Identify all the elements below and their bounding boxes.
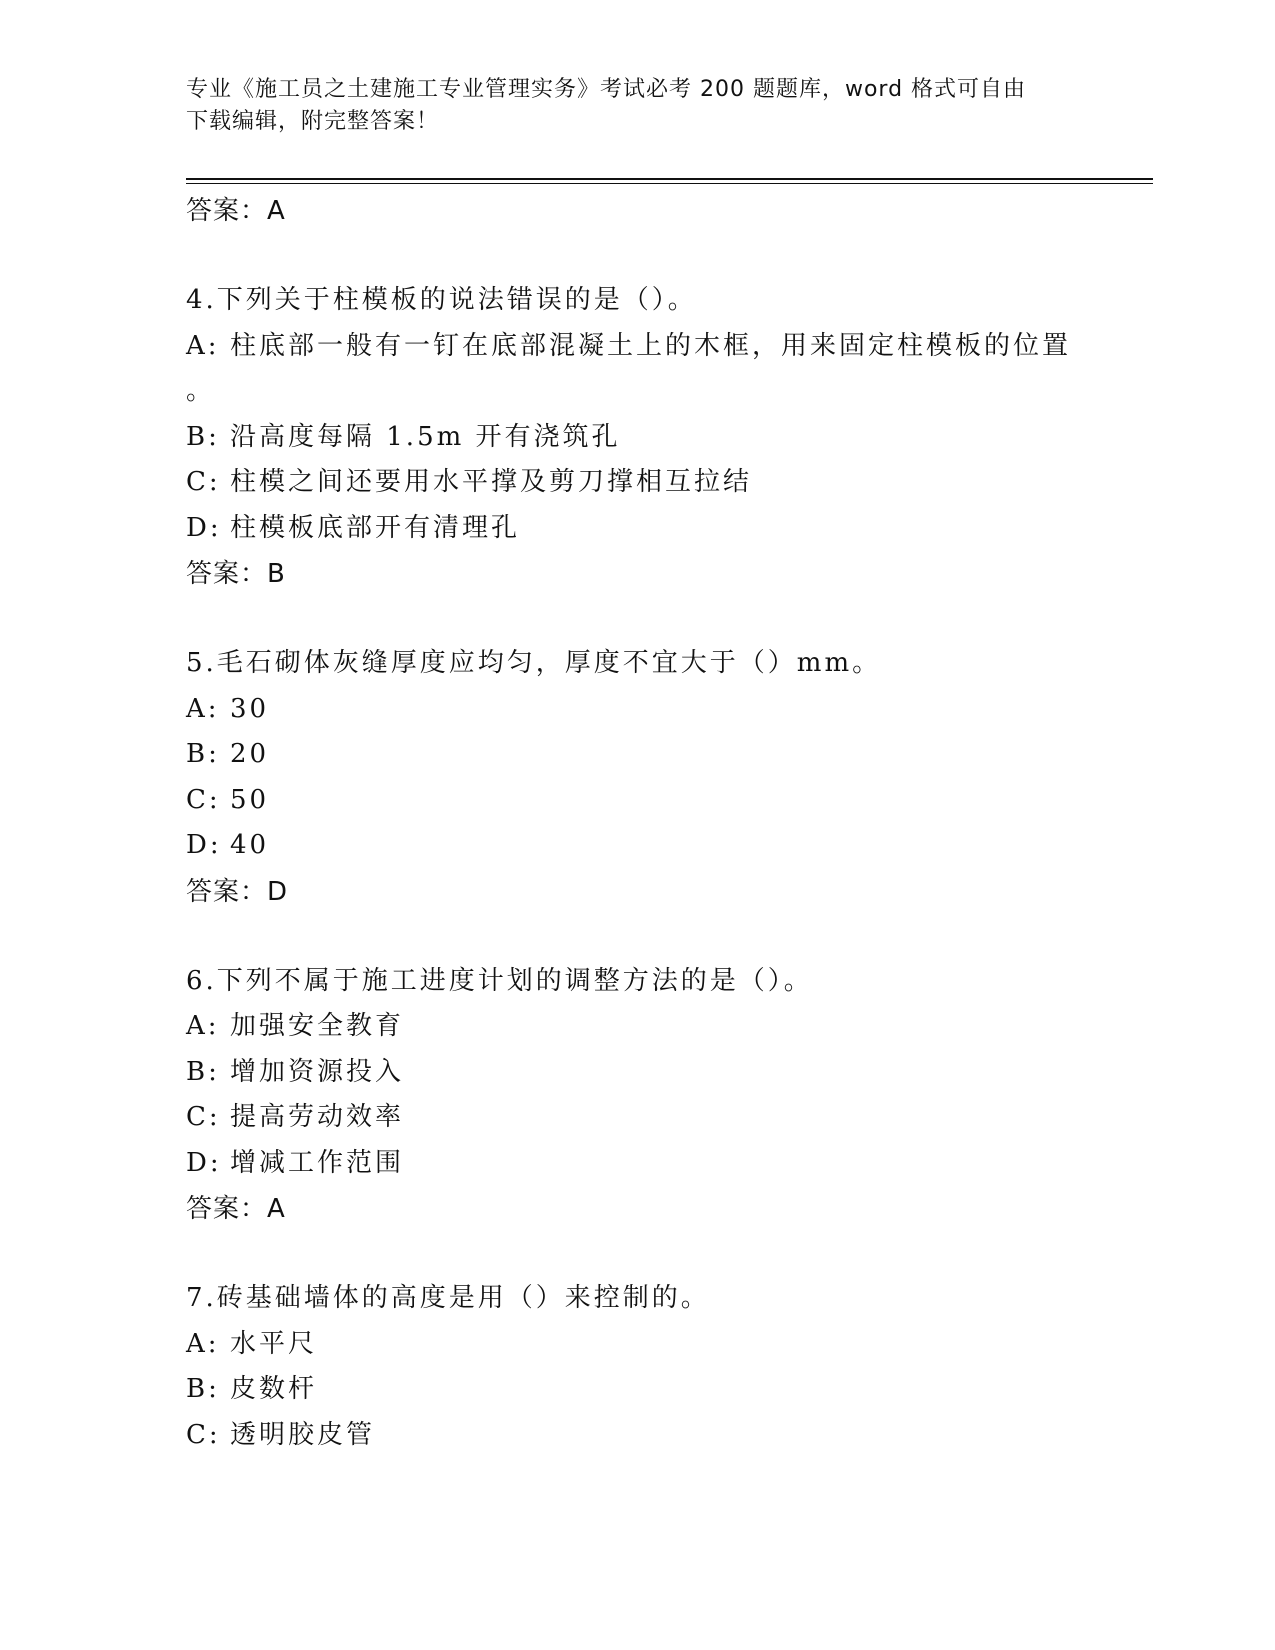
question-list (186, 188, 1086, 1458)
option-key: C: (186, 1102, 221, 1132)
option-text: 30 (230, 693, 270, 724)
option-c (186, 778, 1086, 824)
option-text: 增减工作范围 (230, 1147, 405, 1178)
previous-answer: 答案：A (186, 196, 286, 226)
header-divider (186, 178, 1153, 180)
question-4 (186, 278, 1086, 597)
option-key: B: (186, 1056, 220, 1087)
question-stem: 7.砖基础墙体的高度是用（）来控制的。 (186, 1283, 710, 1313)
answer: 答案：B (186, 559, 286, 589)
question-stem: 5.毛石砌体灰缝厚度应均匀，厚度不宜大于（）mm。 (186, 648, 882, 678)
option-a (186, 1004, 1086, 1050)
option-key: C: (186, 784, 221, 815)
document-header (186, 74, 1066, 138)
header-line-1: 专业《施工员之土建施工专业管理实务》考试必考 200 题题库，word 格式可自由 (186, 77, 1027, 102)
header-line-2: 下载编辑，附完整答案！ (186, 109, 440, 134)
option-c (186, 460, 1086, 506)
option-key: D: (186, 1147, 222, 1178)
option-key: A: (186, 330, 220, 361)
option-text: 柱模板底部开有清理孔 (230, 512, 521, 543)
option-d (186, 823, 1086, 869)
option-key: B: (186, 1374, 220, 1404)
option-a-continuation (186, 369, 1086, 415)
option-text: 增加资源投入 (230, 1056, 405, 1087)
option-c (186, 1413, 1086, 1459)
option-text: 沿高度每隔 1.5m 开有浇筑孔 (230, 421, 621, 452)
header-divider-thin (186, 183, 1153, 184)
option-key: A: (186, 1328, 220, 1359)
option-text: 柱模之间还要用水平撑及剪刀撑相互拉结 (230, 467, 753, 497)
option-a (186, 1322, 1086, 1368)
option-text: 提高劳动效率 (230, 1102, 405, 1132)
option-key: C: (186, 467, 221, 497)
question-stem: 6.下列不属于施工进度计划的调整方法的是（）。 (186, 965, 813, 996)
option-a (186, 687, 1086, 733)
option-text: 加强安全教育 (230, 1011, 405, 1041)
spacer (186, 597, 1086, 641)
option-text: 。 (186, 376, 216, 406)
option-c (186, 1095, 1086, 1141)
option-text: 水平尺 (230, 1328, 318, 1359)
spacer (186, 1232, 1086, 1276)
spacer (186, 234, 1086, 278)
option-text: 50 (230, 784, 270, 815)
question-6 (186, 959, 1086, 1233)
answer: 答案：D (186, 876, 289, 907)
option-text: 透明胶皮管 (230, 1419, 376, 1450)
option-key: A: (186, 693, 220, 724)
option-text: 皮数杆 (230, 1374, 318, 1404)
option-key: B: (186, 739, 220, 769)
option-key: D: (186, 512, 222, 543)
option-b (186, 1050, 1086, 1096)
option-b (186, 415, 1086, 461)
option-d (186, 1141, 1086, 1187)
answer: 答案：A (186, 1194, 286, 1224)
option-key: B: (186, 421, 220, 452)
option-b (186, 732, 1086, 778)
option-key: C: (186, 1419, 221, 1450)
question-5 (186, 641, 1086, 915)
option-b (186, 1367, 1086, 1413)
option-d (186, 506, 1086, 552)
question-stem: 4.下列关于柱模板的说法错误的是（）。 (186, 285, 697, 315)
question-7 (186, 1276, 1086, 1458)
option-text: 柱底部一般有一钉在底部混凝土上的木框，用来固定柱模板的位置 (230, 330, 1072, 361)
option-text: 20 (230, 739, 270, 769)
option-a (186, 324, 1086, 370)
spacer (186, 915, 1086, 959)
option-key: D: (186, 830, 222, 860)
option-text: 40 (230, 830, 270, 860)
option-key: A: (186, 1011, 220, 1041)
